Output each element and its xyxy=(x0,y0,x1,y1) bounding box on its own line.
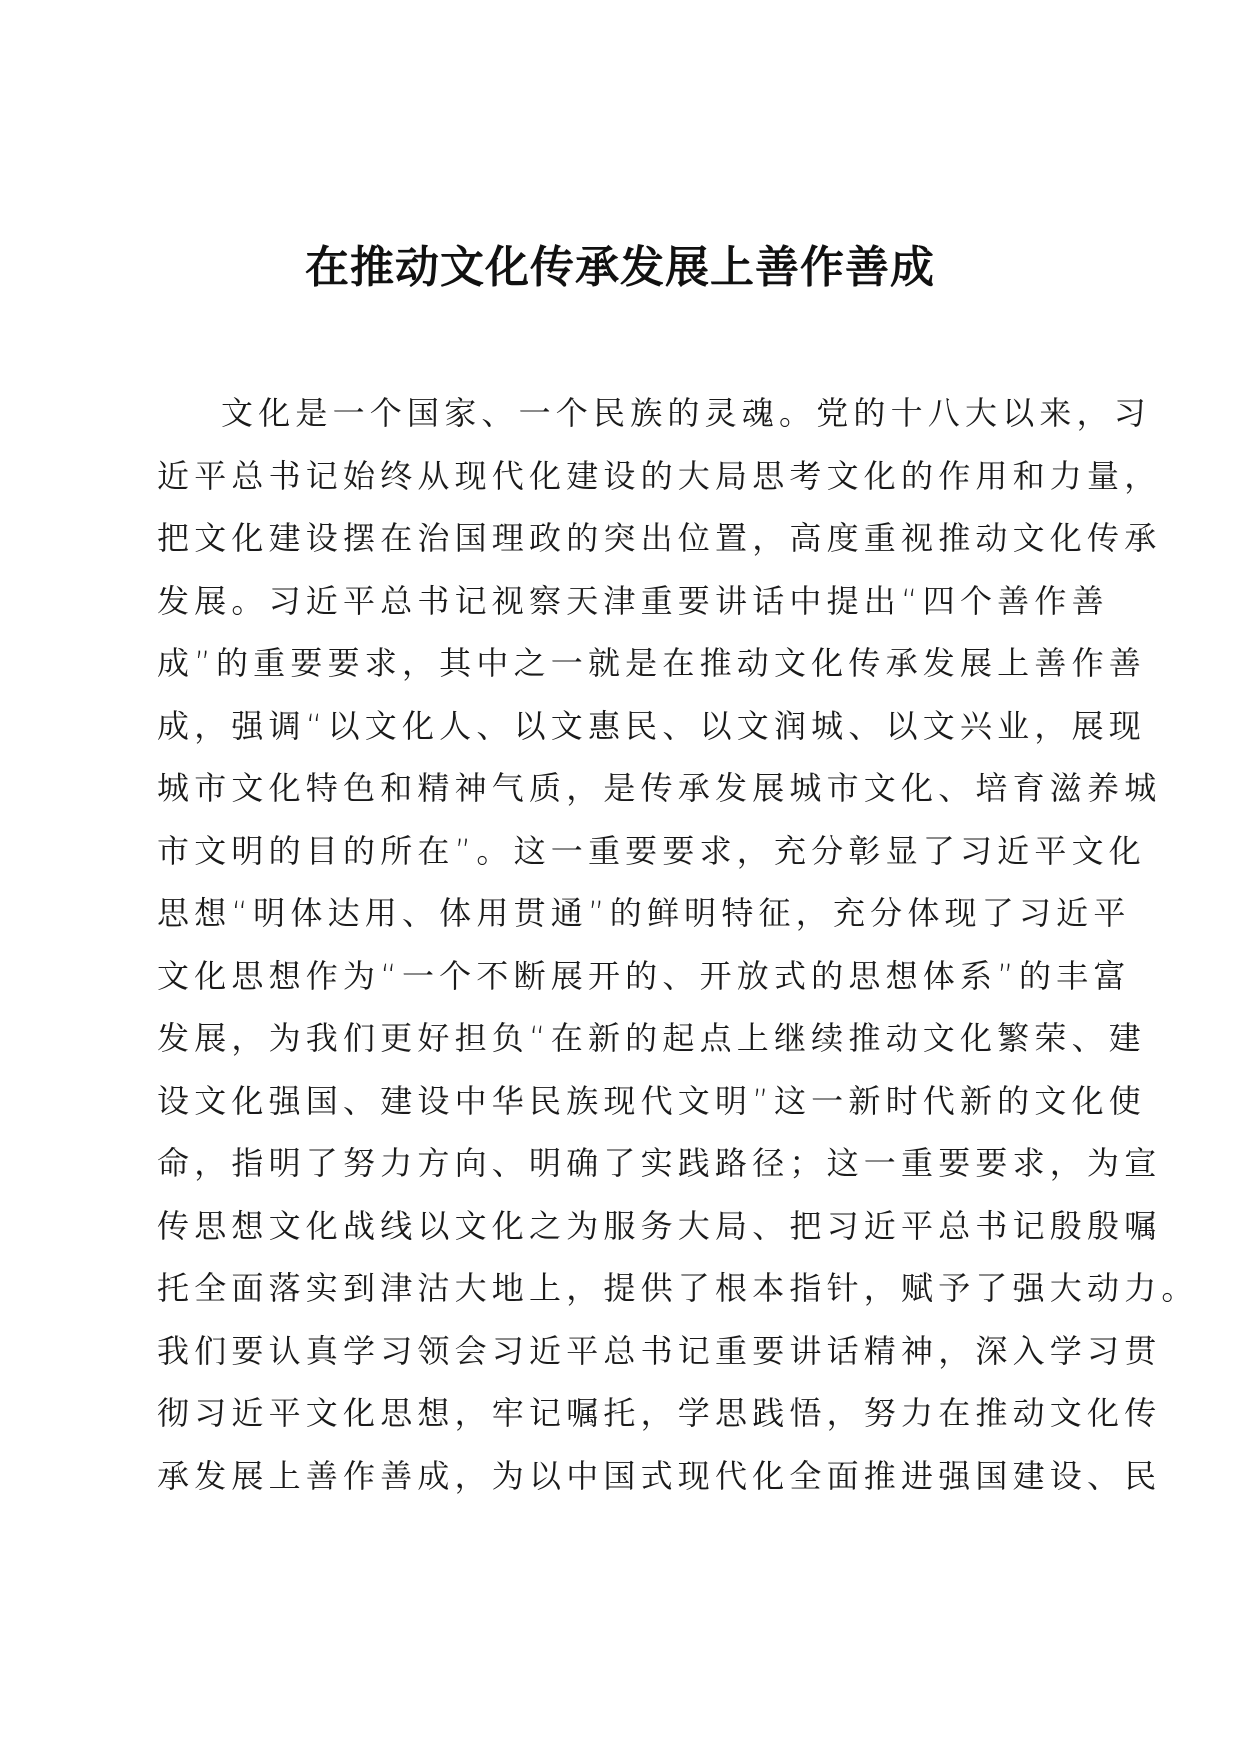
body-line: 思想“明体达用、体用贯通”的鲜明特征，充分体现了习近平 xyxy=(157,894,1131,932)
body-line: 成，强调“以文化人、以文惠民、以文润城、以文兴业，展现 xyxy=(157,706,1146,745)
body-line: 命，指明了努力方向、明确了实践路径；这一重要要求，为宣 xyxy=(157,1144,1162,1182)
body-line: 我们要认真学习领会习近平总书记重要讲话精神，深入学习贯 xyxy=(157,1331,1162,1370)
body-line: 近平总书记始终从现代化建设的大局思考文化的作用和力量， xyxy=(157,456,1162,495)
body-line: 把文化建设摆在治国理政的突出位置，高度重视推动文化传承 xyxy=(157,519,1162,557)
body-line: 文化思想作为“一个不断展开的、开放式的思想体系”的丰富 xyxy=(157,956,1131,995)
body-line: 托全面落实到津沽大地上，提供了根本指针，赋予了强大动力。 xyxy=(157,1269,1199,1307)
document-body xyxy=(157,382,1199,1507)
body-line: 文化是一个国家、一个民族的灵魂。党的十八大以来，习 xyxy=(221,394,1152,432)
body-line: 设文化强国、建设中华民族现代文明”这一新时代新的文化使 xyxy=(157,1081,1146,1120)
body-line: 传思想文化战线以文化之为服务大局、把习近平总书记殷殷嘱 xyxy=(157,1206,1162,1245)
body-line: 彻习近平文化思想，牢记嘱托，学思践悟，努力在推动文化传 xyxy=(157,1394,1162,1432)
body-line: 成”的重要要求，其中之一就是在推动文化传承发展上善作善 xyxy=(157,644,1146,682)
body-line: 发展，为我们更好担负“在新的起点上继续推动文化繁荣、建 xyxy=(157,1019,1146,1057)
document-title: 在推动文化传承发展上善作善成 xyxy=(305,242,935,293)
body-line: 市文明的目的所在”。这一重要要求，充分彰显了习近平文化 xyxy=(157,831,1146,870)
body-line: 承发展上善作善成，为以中国式现代化全面推进强国建设、民 xyxy=(157,1456,1162,1495)
body-line: 城市文化特色和精神气质，是传承发展城市文化、培育滋养城 xyxy=(157,769,1162,807)
body-line: 发展。习近平总书记视察天津重要讲话中提出“四个善作善 xyxy=(157,581,1109,620)
